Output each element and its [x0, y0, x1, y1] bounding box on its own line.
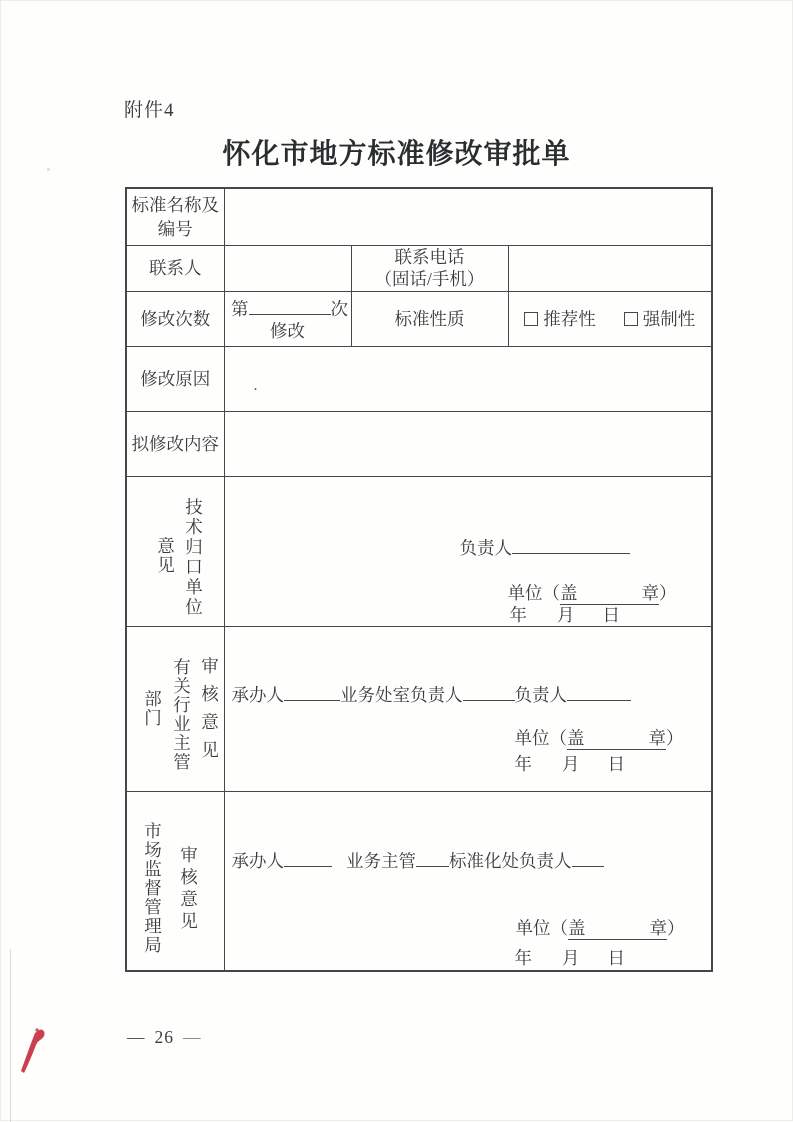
contact-label-cell: 联系人: [126, 245, 224, 291]
contact-value-cell: [224, 245, 351, 291]
row-market-bureau-opinion: [126, 791, 712, 971]
seal-gai: 盖: [567, 727, 585, 748]
date-line: [515, 753, 626, 775]
page-number-value: 26: [154, 1027, 174, 1047]
signature-underline: [567, 698, 631, 701]
date-line: [515, 947, 626, 969]
date-line: [510, 604, 621, 626]
seal-gap: [585, 743, 649, 744]
ordinal-prefix: 第: [231, 298, 249, 319]
handler-label: 承办人: [231, 684, 284, 705]
standard-name-label-line1: 标准名称及: [131, 194, 219, 215]
seal-gai: 盖: [568, 917, 586, 938]
standard-nature-options-cell: [508, 291, 712, 346]
unit-label: 单位: [515, 917, 551, 938]
unit-seal-line: [515, 727, 684, 749]
date-year: 年: [514, 947, 532, 968]
field-gap: [332, 866, 346, 867]
checkbox-mandatory-label: 强制性: [642, 308, 696, 329]
faint-ink-dot: [47, 168, 50, 171]
date-month: 月: [562, 753, 580, 774]
seal-gap: [578, 598, 642, 599]
blank-underline: [249, 312, 331, 315]
seal-zhang: 章: [648, 727, 666, 748]
date-month: 月: [557, 604, 575, 625]
scan-edge-artifact: [10, 949, 11, 1122]
checkbox-recommended-icon: [524, 312, 538, 326]
row-industry-dept-opinion: [126, 626, 712, 791]
stray-ink-dot: .: [253, 376, 258, 394]
paren-open: （: [550, 917, 568, 938]
date-gap: [575, 620, 603, 621]
technical-unit-label-name: 技术归口单位: [185, 496, 203, 617]
principal-label: 负责人: [459, 537, 512, 558]
modification-reason-label-cell: 修改原因: [126, 346, 224, 411]
date-gap: [580, 963, 608, 964]
date-month: 月: [562, 947, 580, 968]
ordinal-suffix: 次: [330, 298, 348, 319]
unit-label: 单位: [514, 727, 550, 748]
handler-label: 承办人: [231, 850, 284, 871]
principal-label: 负责人: [514, 684, 567, 705]
paren-close: ）: [659, 582, 677, 603]
seal-span: [568, 918, 667, 940]
phone-value-cell: [508, 245, 712, 291]
proposed-content-label-cell: 拟修改内容: [126, 411, 224, 476]
unit-seal-line: [516, 917, 685, 939]
unit-label: 单位: [507, 582, 543, 603]
signature-underline: [572, 864, 604, 867]
seal-span: [560, 583, 659, 605]
handler-sign-line: [232, 684, 632, 706]
technical-unit-label-opinion: 意见: [157, 535, 175, 575]
signature-underline: [284, 864, 332, 867]
signature-underline: [284, 698, 340, 701]
row-contact: [126, 245, 712, 291]
principal-sign-line: [460, 537, 631, 559]
proposed-content-value-cell: [224, 411, 712, 476]
date-day: 日: [602, 604, 620, 625]
business-supervisor-label: 业务主管: [346, 850, 416, 871]
checkbox-recommended-label: 推荐性: [543, 308, 596, 329]
paren-open: （: [542, 582, 560, 603]
ordinal-line2: 修改: [270, 320, 305, 341]
signature-underline: [416, 864, 449, 867]
industry-dept-label-name: 有关行业主管: [173, 656, 191, 772]
standard-name-label-line2: 编号: [157, 218, 193, 239]
date-day: 日: [607, 947, 625, 968]
standard-name-value-cell: [224, 188, 712, 245]
handler-sign-line: [232, 850, 604, 872]
signature-underline: [463, 698, 515, 701]
checkbox-mandatory-icon: [624, 312, 638, 326]
row-standard-name: [126, 188, 712, 245]
seal-gap: [586, 933, 650, 934]
date-year: 年: [509, 604, 527, 625]
market-bureau-label-name: 市场监督管理局: [144, 820, 162, 955]
seal-gai: 盖: [560, 582, 578, 603]
seal-zhang: 章: [649, 917, 667, 938]
unit-seal-line: [508, 582, 677, 604]
page-number-dash-right: —: [183, 1027, 202, 1047]
seal-span: [567, 728, 666, 750]
modification-reason-value-cell: [224, 346, 712, 411]
date-gap: [532, 769, 562, 770]
technical-unit-label-cell: [126, 476, 224, 626]
standard-nature-label-cell: 标准性质: [351, 291, 508, 346]
market-bureau-signature-cell: [224, 791, 712, 971]
standard-name-label-cell: [126, 188, 224, 245]
date-gap: [532, 963, 562, 964]
industry-dept-label-bumen: 部门: [144, 688, 162, 728]
page-number: [127, 1027, 202, 1048]
date-day: 日: [607, 753, 625, 774]
red-ink-mark: [18, 1027, 48, 1073]
phone-label-line1: 联系电话: [394, 247, 465, 267]
page-number-dash-left: —: [127, 1027, 146, 1047]
ordinal-line1: [225, 298, 351, 320]
modification-times-label-cell: 修改次数: [126, 291, 224, 346]
market-bureau-label-review: 审核意见: [180, 844, 198, 931]
market-bureau-label-cell: [126, 791, 224, 971]
signature-underline: [512, 551, 630, 554]
phone-label-line2: （固话/手机）: [374, 269, 485, 289]
date-gap: [580, 769, 608, 770]
row-technical-unit-opinion: [126, 476, 712, 626]
office-principal-label: 业务处室负责人: [340, 684, 463, 705]
seal-zhang: 章: [641, 582, 659, 603]
page-title: 怀化市地方标准修改审批单: [222, 139, 571, 170]
industry-dept-signature-cell: [224, 626, 712, 791]
row-modification-reason: [126, 346, 712, 411]
date-gap: [527, 620, 557, 621]
paren-close: ）: [666, 727, 684, 748]
paren-close: ）: [667, 917, 685, 938]
phone-label-cell: [351, 245, 508, 291]
technical-unit-signature-cell: [224, 476, 712, 626]
modification-times-value-cell: [224, 291, 351, 346]
row-modification-times: [126, 291, 712, 346]
attachment-label: 附件4: [124, 100, 175, 121]
approval-form-table: [125, 187, 713, 972]
row-proposed-content: [126, 411, 712, 476]
paren-open: （: [549, 727, 567, 748]
date-year: 年: [514, 753, 532, 774]
standardization-principal-label: 标准化处负责人: [449, 850, 572, 871]
industry-dept-label-review: 审核意见: [201, 655, 219, 760]
industry-dept-label-cell: [126, 626, 224, 791]
options-gap: [596, 324, 624, 325]
